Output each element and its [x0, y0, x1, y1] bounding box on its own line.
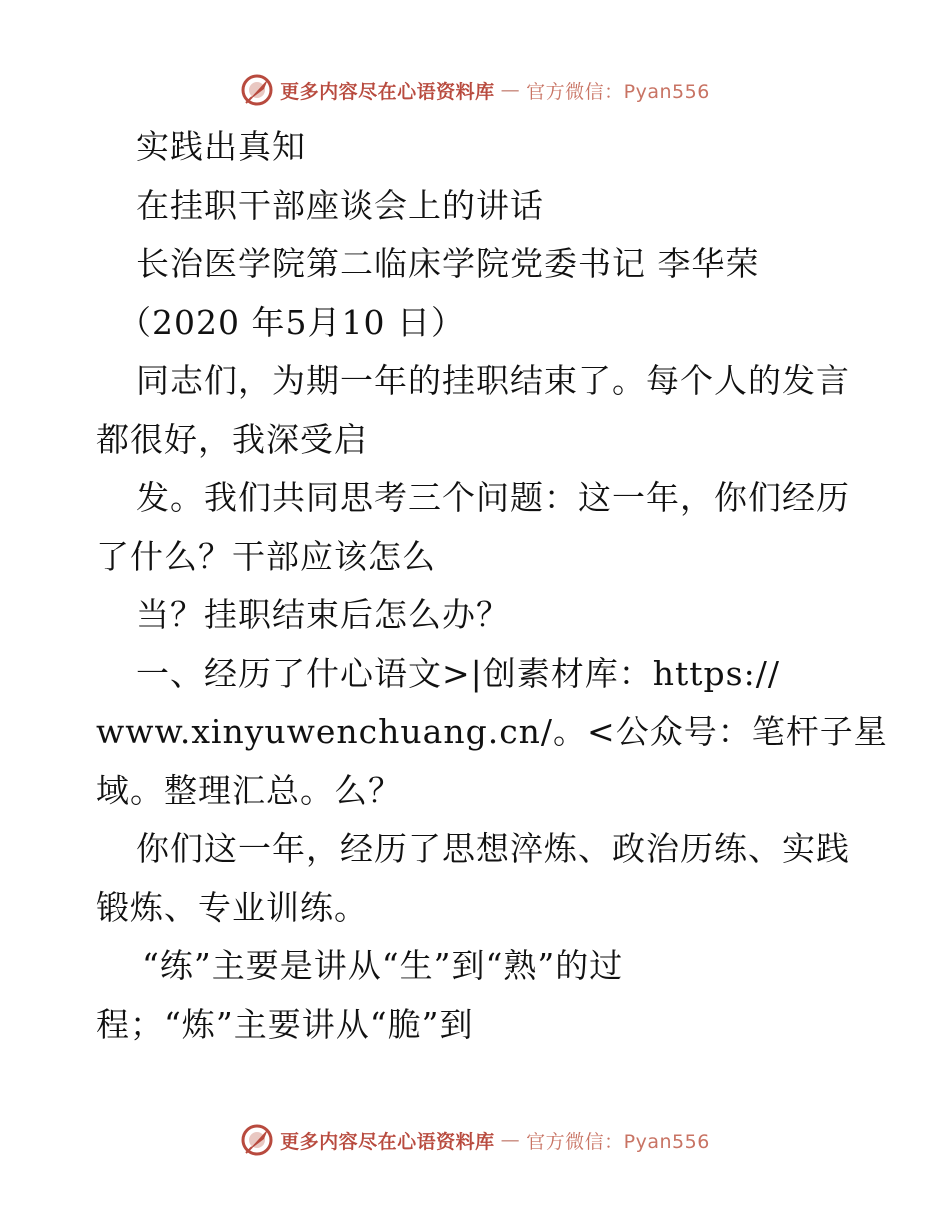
paragraph-line: 锻炼、专业训练。	[96, 887, 368, 927]
watermark-wechat-text: 官方微信：Pyan556	[526, 80, 710, 103]
watermark-content	[240, 73, 710, 107]
watermark-main-text: 更多内容尽在心语资料库	[280, 80, 495, 103]
watermark-content	[240, 1123, 710, 1157]
header-watermark	[0, 70, 950, 110]
paragraph-line: 当？挂职结束后怎么办？	[136, 595, 510, 634]
section-heading: 一、经历了什心语文>|创素材库：https://	[136, 653, 780, 693]
quill-seal-icon	[240, 1123, 274, 1157]
paragraph-line: 发。我们共同思考三个问题：这一年，你们经历	[136, 478, 850, 517]
watermark-wechat-text: 官方微信：Pyan556	[526, 1130, 710, 1153]
watermark-separator: —	[500, 1129, 521, 1151]
doc-author: 长治医学院第二临床学院党委书记 李华荣	[136, 244, 760, 283]
paragraph-line: 同志们，为期一年的挂职结束了。每个人的发言	[136, 361, 850, 400]
footer-watermark	[0, 1120, 950, 1160]
paragraph-line: “练”主要是讲从“生”到“熟”的过	[142, 946, 624, 985]
watermark-main-text: 更多内容尽在心语资料库	[280, 1130, 495, 1153]
document-body	[96, 118, 888, 1054]
paragraph-line: 了什么？干部应该怎么	[96, 536, 436, 576]
doc-subtitle: 在挂职干部座谈会上的讲话	[136, 185, 544, 225]
watermark-separator: —	[500, 79, 521, 101]
paragraph-line: 域。整理汇总。么？	[96, 770, 402, 810]
paragraph-line: 都很好，我深受启	[96, 419, 368, 459]
doc-title: 实践出真知	[136, 127, 306, 166]
paragraph-line: 程；“炼”主要讲从“脆”到	[96, 1004, 474, 1044]
paragraph-line: www.xinyuwenchuang.cn/。<公众号：笔杆子星	[96, 712, 888, 751]
paragraph-line: 你们这一年，经历了思想淬炼、政治历练、实践	[136, 829, 850, 868]
doc-date: （2020 年5月10 日）	[118, 302, 465, 342]
quill-seal-icon	[240, 73, 274, 107]
